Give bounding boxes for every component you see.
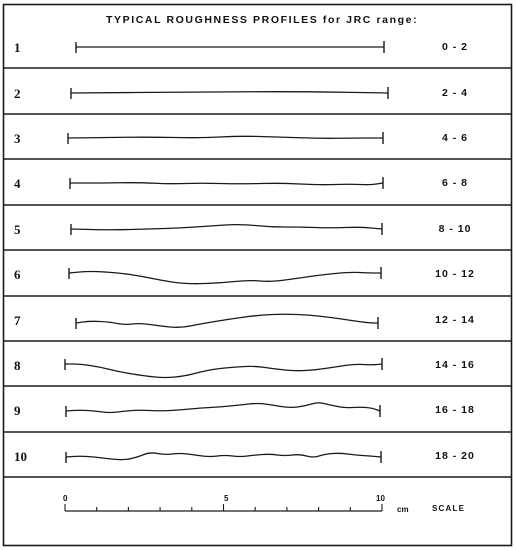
scale-unit: cm [397,505,409,514]
jrc-range-8: 14 - 16 [435,359,475,371]
profile-number-4: 4 [14,176,21,191]
jrc-range-6: 10 - 12 [435,268,475,280]
jrc-range-5: 8 - 10 [438,223,472,235]
profile-line-4 [70,183,383,185]
scale-tick-label-0: 0 [63,494,68,503]
profile-number-1: 1 [14,40,21,55]
scale-label: SCALE [432,504,466,513]
jrc-range-3: 4 - 6 [441,132,468,144]
profile-line-5 [71,225,382,230]
profile-number-3: 3 [14,131,21,146]
profile-number-2: 2 [14,86,21,101]
scale-tick-label-5: 5 [224,494,229,503]
profile-line-2 [71,92,388,93]
profile-line-10 [66,453,381,460]
jrc-range-10: 18 - 20 [435,450,475,462]
figure-title: TYPICAL ROUGHNESS PROFILES for JRC range: [106,14,419,26]
profile-number-5: 5 [14,222,21,237]
profile-line-7 [76,314,378,327]
scale-tick-label-10: 10 [376,494,385,503]
jrc-range-4: 6 - 8 [441,177,468,189]
jrc-range-7: 12 - 14 [435,314,475,326]
profile-line-8 [65,364,382,378]
profile-number-8: 8 [14,358,21,373]
profile-line-6 [69,272,381,284]
profile-line-9 [66,403,380,413]
profile-number-10: 10 [14,449,27,464]
profile-number-9: 9 [14,403,21,418]
jrc-range-1: 0 - 2 [441,41,468,53]
profile-line-3 [68,136,383,138]
jrc-range-2: 2 - 4 [441,87,468,99]
profile-number-7: 7 [14,313,21,328]
jrc-range-9: 16 - 18 [435,404,475,416]
profile-number-6: 6 [14,267,21,282]
